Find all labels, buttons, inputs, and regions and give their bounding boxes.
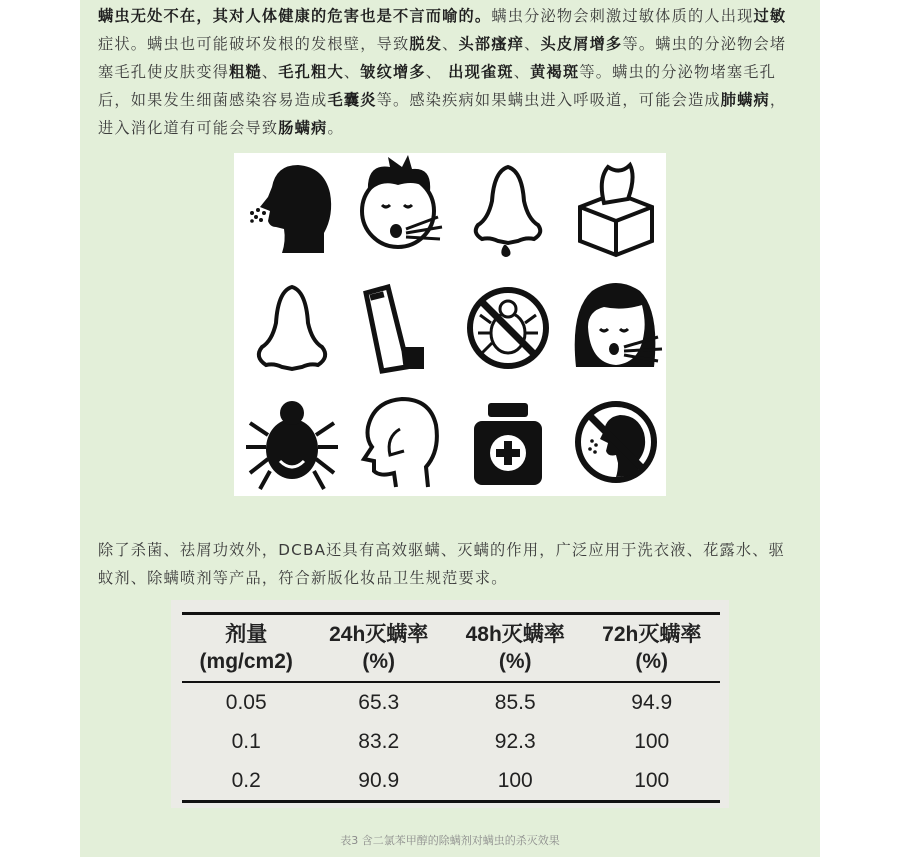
table-cell: 0.05 bbox=[225, 690, 267, 714]
allergy-icon-grid bbox=[234, 153, 666, 496]
table-caption: 表3 含二氯苯甲醇的除螨剂对螨虫的杀灭效果 bbox=[340, 834, 560, 847]
table-cell: 100 bbox=[634, 729, 670, 753]
bold-term: 肠螨病 bbox=[278, 119, 328, 137]
body-text: 螨虫分泌物会刺激过敏体质的人出现 bbox=[491, 7, 754, 25]
tissue-box-icon bbox=[562, 153, 670, 267]
body-text: ，进入消化道有可能会导致 bbox=[98, 91, 787, 137]
table-cell: 90.9 bbox=[310, 761, 447, 802]
table-row bbox=[182, 761, 720, 802]
table-cell: 85.5 bbox=[494, 690, 536, 714]
body-text: 等。螨虫的分泌物会堵塞毛孔使皮肤变得 bbox=[98, 35, 787, 81]
body-text: 等。螨虫的分泌物堵塞毛孔后，如果发生细菌感染容易造成 bbox=[98, 63, 776, 109]
body-text: 、 bbox=[343, 63, 361, 81]
runny-nose-icon bbox=[454, 153, 562, 267]
body-text: 、 bbox=[442, 35, 459, 53]
article-page bbox=[80, 0, 820, 857]
nose-icon bbox=[238, 271, 346, 385]
table-row bbox=[182, 682, 720, 722]
bold-term: 头部瘙痒 bbox=[458, 35, 525, 53]
bold-term: 毛囊炎 bbox=[327, 91, 377, 109]
table-cell: 94.9 bbox=[631, 690, 673, 714]
mite-harm-paragraph bbox=[98, 2, 798, 142]
sneezing-head-icon bbox=[238, 153, 346, 267]
bold-term: 粗糙 bbox=[229, 63, 262, 81]
table-cell: 65.3 bbox=[358, 690, 400, 714]
table-cell: 83.2 bbox=[358, 729, 400, 753]
mite-kill-rate-table bbox=[182, 612, 720, 803]
head-allergy-icon bbox=[346, 385, 454, 499]
header-48h: 48h灭螨率 (%) bbox=[447, 614, 584, 683]
no-sneezing-icon bbox=[562, 385, 670, 499]
mite-icon bbox=[238, 385, 346, 499]
table-cell: 100 bbox=[447, 761, 584, 802]
table-cell: 0.2 bbox=[182, 761, 310, 802]
bold-term: 头皮屑增多 bbox=[540, 35, 623, 53]
table-cell: 100 bbox=[583, 761, 720, 802]
dcba-paragraph: 除了杀菌、祛屑功效外，DCBA还具有高效驱螨、灭螨的作用，广泛应用于洗衣液、花露水、驱蚊剂、除螨喷剂等产品，符合新版化妆品卫生规范要求。 bbox=[98, 541, 786, 587]
body-text: 症状。螨虫也可能破坏发根的发根壁，导致 bbox=[98, 35, 410, 53]
table-row bbox=[182, 722, 720, 761]
bold-term: 黄褐斑 bbox=[530, 63, 580, 81]
inhaler-icon bbox=[346, 271, 454, 385]
table-cell: 0.1 bbox=[231, 729, 261, 753]
body-text: 等。感染疾病如果螨虫进入呼吸道，可能会造成 bbox=[376, 91, 721, 109]
body-text: 、 bbox=[425, 63, 449, 81]
body-text: 、 bbox=[261, 63, 279, 81]
bold-term: 皱纹增多 bbox=[360, 63, 426, 81]
body-text: 、 bbox=[524, 35, 541, 53]
mite-kill-rate-table-image bbox=[171, 600, 729, 808]
bold-term: 脱发 bbox=[409, 35, 443, 53]
boy-sneeze-icon bbox=[346, 153, 454, 267]
body-text: 。 bbox=[327, 119, 344, 137]
medicine-jar-icon bbox=[454, 385, 562, 499]
table-header-row bbox=[182, 614, 720, 683]
table-cell: 92.3 bbox=[494, 729, 536, 753]
bold-term: 肺螨病 bbox=[720, 91, 770, 109]
header-72h: 72h灭螨率 (%) bbox=[583, 614, 720, 683]
girl-sneeze-icon bbox=[562, 271, 670, 385]
header-24h: 24h灭螨率 (%) bbox=[310, 614, 447, 683]
bold-term: 螨虫无处不在，其对人体健康的危害也是不言而喻的。 bbox=[98, 7, 492, 25]
header-dose: 剂量 (mg/cm2) bbox=[182, 614, 310, 683]
bold-term: 出现雀斑 bbox=[448, 63, 514, 81]
body-text: 、 bbox=[513, 63, 531, 81]
bold-term: 过敏 bbox=[753, 7, 787, 25]
bold-term: 毛孔粗大 bbox=[278, 63, 344, 81]
no-mites-icon bbox=[454, 271, 562, 385]
